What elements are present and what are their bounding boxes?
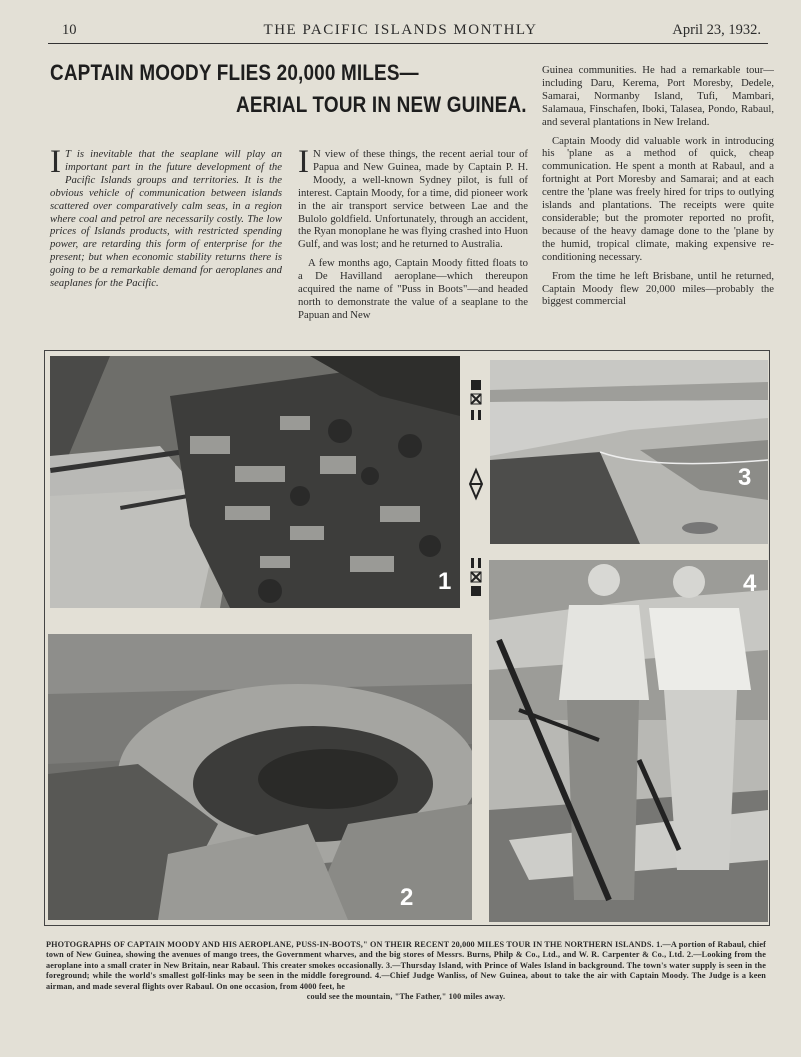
issue-date: April 23, 1932. <box>672 22 761 38</box>
photo-3-number: 3 <box>738 464 752 491</box>
article-column-3 <box>542 64 774 314</box>
photo-rabaul-aerial <box>50 356 460 608</box>
publication-title: THE PACIFIC ISLANDS MONTHLY <box>263 22 538 38</box>
column2-dropcap: I <box>298 144 309 180</box>
header-rule <box>48 43 768 44</box>
page-number: 10 <box>62 22 77 38</box>
photo-2-number: 2 <box>400 884 414 911</box>
article-column-2 <box>298 144 528 328</box>
column2-paragraph-2: A few months ago, Captain Moody fitted floats to a De Havilland aeroplane—which thereupon acquired the name of "Puss in Boots"—and headed north to demonstrate the value of a seaplane to the Papuan and New <box>298 257 528 321</box>
photo-caption <box>46 940 766 1002</box>
headline-line-2: AERIAL TOUR IN NEW GUINEA. <box>236 92 527 117</box>
column3-paragraph-3: From the time he left Brisbane, until he returned, Captain Moody flew 20,000 miles—probably the biggest commercial <box>542 269 774 308</box>
ornament-divider <box>466 380 486 610</box>
photo-crater <box>48 634 472 920</box>
intro-paragraph <box>50 144 282 290</box>
column3-paragraph-2: Captain Moody did valuable work in introducing his 'plane as a method of quick, cheap communication. He spent a month at Rabaul, and a fortnight at Port Moresby and Samarai; and at each centre the 'plane was freely hired for trips to outlying islands and plantations. The receipts were quite considerable; but the promoter reported no profit, because of the heavy damage done to the 'plane by the humid, tropical climate, making expensive re-conditioning necessary. <box>542 134 774 263</box>
photo-1-number: 1 <box>438 568 452 595</box>
intro-dropcap: I <box>50 144 61 180</box>
photo-caption-text: PHOTOGRAPHS OF CAPTAIN MOODY AND HIS AEROPLANE, PUSS-IN-BOOTS," ON THEIR RECENT 20,000 MILES TOUR IN THE NORTHERN ISLANDS. 1.—A portion of Rabaul, chief town of New Guinea, showing the avenues of mango trees, the Government wharves, and the big stores of Messrs. Burns, Philp & Co., Ltd., and W. R. Carpenter & Co., Ltd. 2.—Looking from the aeroplane into a small crater in New Britain, near Rabaul. This creater smokes occasionally. 3.—Thursday Island, with Prince of Wales Island in background. The town's water supply is seen in the foreground; while the world's smallest golf-links may be seen in the middle foreground. 4.—Chief Judge Wanliss, of New Guinea, about to take the air with Captain Moody. The Judge is a keen airman, and made several flights over Rabaul. On one occasion, from 4000 feet, he <box>46 940 766 991</box>
photo-thursday-island <box>490 360 768 544</box>
photo-caption-last-line: could see the mountain, "The Father," 100 miles away. <box>306 992 506 1002</box>
column2-paragraph-1: N view of these things, the recent aerial tour of Papua and New Guinea, made by Captain P. H. Moody, a well-known Sydney pilot, is full of interest. Captain Moody, for a time, did pioneer work in the air transport service between Lae and the Bulolo goldfield. Unfortunately, through an accident, the Ryan monoplane he was flying crashed into Huon Gulf, and was lost; and he returned to Australia. <box>298 148 528 251</box>
intro-text: T is inevitable that the seaplane will play an important part in the future development of the Pacific Islands groups and territories. It is the obvious vehicle of communication between islands scattered over comparatively calm seas, in a region where coal and petrol are necessarily costly. The low prices of Islands products, with restricted spending power, are retarding this form of enterprise for the present; but when economic stability returns there is going to be a remarkable demand for aeroplanes and seaplanes for the Pacific. <box>50 148 282 290</box>
photo-judge-and-pilot <box>489 560 768 922</box>
column3-paragraph-1: Guinea communities. He had a remarkable tour—including Daru, Kerema, Port Moresby, Dedele, Samarai, Normanby Island, Tufi, Mambari, Salamaua, Finschafen, Iboki, Talasea, Pondo, Rabaul, and several plantations in New Ireland. <box>542 64 774 128</box>
photo-4-number: 4 <box>743 570 757 597</box>
headline-line-1: CAPTAIN MOODY FLIES 20,000 MILES— <box>50 60 419 85</box>
